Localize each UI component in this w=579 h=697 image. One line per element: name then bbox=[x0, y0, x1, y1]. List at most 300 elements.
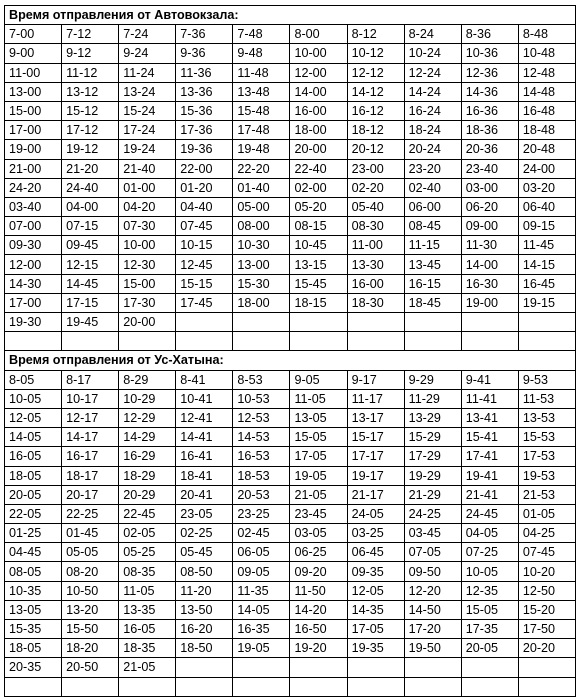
time-cell: 22-20 bbox=[233, 159, 290, 178]
time-cell bbox=[176, 332, 233, 351]
time-cell: 15-05 bbox=[461, 600, 518, 619]
time-cell: 19-20 bbox=[290, 639, 347, 658]
time-cell: 10-53 bbox=[233, 389, 290, 408]
time-cell: 11-24 bbox=[119, 63, 176, 82]
time-cell: 07-25 bbox=[461, 543, 518, 562]
time-cell: 18-20 bbox=[62, 639, 119, 658]
time-cell: 9-29 bbox=[404, 370, 461, 389]
time-cell: 10-15 bbox=[176, 236, 233, 255]
table-row bbox=[5, 504, 576, 523]
time-cell: 24-00 bbox=[518, 159, 575, 178]
time-cell: 03-25 bbox=[347, 524, 404, 543]
time-cell: 01-40 bbox=[233, 178, 290, 197]
time-cell: 19-05 bbox=[233, 639, 290, 658]
table-row bbox=[5, 44, 576, 63]
time-cell: 04-20 bbox=[119, 197, 176, 216]
time-cell: 17-05 bbox=[347, 620, 404, 639]
time-cell: 20-20 bbox=[518, 639, 575, 658]
time-cell: 14-50 bbox=[404, 600, 461, 619]
time-cell: 21-53 bbox=[518, 485, 575, 504]
time-cell: 15-30 bbox=[233, 274, 290, 293]
time-cell: 9-12 bbox=[62, 44, 119, 63]
table-row bbox=[5, 658, 576, 677]
time-cell: 15-24 bbox=[119, 101, 176, 120]
time-cell: 21-05 bbox=[119, 658, 176, 677]
time-cell: 10-41 bbox=[176, 389, 233, 408]
time-cell: 14-36 bbox=[461, 82, 518, 101]
time-cell bbox=[62, 332, 119, 351]
time-cell: 21-29 bbox=[404, 485, 461, 504]
time-cell: 11-35 bbox=[233, 581, 290, 600]
time-cell: 13-17 bbox=[347, 408, 404, 427]
time-cell: 20-24 bbox=[404, 140, 461, 159]
time-cell bbox=[176, 677, 233, 696]
time-cell: 14-48 bbox=[518, 82, 575, 101]
time-cell: 05-40 bbox=[347, 197, 404, 216]
table-row bbox=[5, 428, 576, 447]
time-cell: 20-29 bbox=[119, 485, 176, 504]
time-cell: 14-45 bbox=[62, 274, 119, 293]
time-cell: 8-05 bbox=[5, 370, 62, 389]
time-cell: 15-48 bbox=[233, 101, 290, 120]
time-cell: 07-15 bbox=[62, 217, 119, 236]
time-cell: 17-05 bbox=[290, 447, 347, 466]
time-cell: 16-36 bbox=[461, 101, 518, 120]
time-cell: 06-40 bbox=[518, 197, 575, 216]
time-cell: 18-35 bbox=[119, 639, 176, 658]
time-cell: 11-53 bbox=[518, 389, 575, 408]
time-cell: 22-40 bbox=[290, 159, 347, 178]
time-cell: 08-35 bbox=[119, 562, 176, 581]
table-row bbox=[5, 600, 576, 619]
time-cell: 23-25 bbox=[233, 504, 290, 523]
time-cell: 19-48 bbox=[233, 140, 290, 159]
time-cell: 11-05 bbox=[290, 389, 347, 408]
time-cell: 08-45 bbox=[404, 217, 461, 236]
time-cell: 18-00 bbox=[233, 293, 290, 312]
time-cell: 10-50 bbox=[62, 581, 119, 600]
time-cell: 8-00 bbox=[290, 25, 347, 44]
time-cell: 07-00 bbox=[5, 217, 62, 236]
time-cell: 06-05 bbox=[233, 543, 290, 562]
time-cell: 18-24 bbox=[404, 121, 461, 140]
time-cell: 10-36 bbox=[461, 44, 518, 63]
time-cell: 13-00 bbox=[233, 255, 290, 274]
time-cell: 01-20 bbox=[176, 178, 233, 197]
time-cell: 23-00 bbox=[347, 159, 404, 178]
time-cell: 24-05 bbox=[347, 504, 404, 523]
time-cell: 11-45 bbox=[518, 236, 575, 255]
time-cell: 09-15 bbox=[518, 217, 575, 236]
time-cell: 17-30 bbox=[119, 293, 176, 312]
time-cell: 11-50 bbox=[290, 581, 347, 600]
time-cell: 01-00 bbox=[119, 178, 176, 197]
time-cell: 05-20 bbox=[290, 197, 347, 216]
time-cell bbox=[518, 332, 575, 351]
time-cell: 09-20 bbox=[290, 562, 347, 581]
time-cell: 14-12 bbox=[347, 82, 404, 101]
time-cell: 17-41 bbox=[461, 447, 518, 466]
time-cell: 13-12 bbox=[62, 82, 119, 101]
time-cell: 24-20 bbox=[5, 178, 62, 197]
time-cell: 13-05 bbox=[290, 408, 347, 427]
time-cell: 14-24 bbox=[404, 82, 461, 101]
time-cell: 08-05 bbox=[5, 562, 62, 581]
table-row bbox=[5, 408, 576, 427]
time-cell: 15-45 bbox=[290, 274, 347, 293]
time-cell: 17-00 bbox=[5, 121, 62, 140]
section-header-row bbox=[5, 6, 576, 25]
time-cell: 01-45 bbox=[62, 524, 119, 543]
time-cell bbox=[461, 332, 518, 351]
time-cell bbox=[404, 677, 461, 696]
time-cell: 9-36 bbox=[176, 44, 233, 63]
table-row bbox=[5, 217, 576, 236]
time-cell: 10-48 bbox=[518, 44, 575, 63]
time-cell: 18-48 bbox=[518, 121, 575, 140]
table-row bbox=[5, 178, 576, 197]
time-cell: 22-00 bbox=[176, 159, 233, 178]
time-cell: 17-15 bbox=[62, 293, 119, 312]
time-cell: 9-00 bbox=[5, 44, 62, 63]
time-cell: 7-48 bbox=[233, 25, 290, 44]
time-cell: 24-45 bbox=[461, 504, 518, 523]
time-cell: 13-48 bbox=[233, 82, 290, 101]
time-cell: 12-20 bbox=[404, 581, 461, 600]
time-cell: 21-41 bbox=[461, 485, 518, 504]
time-cell: 21-05 bbox=[290, 485, 347, 504]
table-row bbox=[5, 543, 576, 562]
time-cell: 12-41 bbox=[176, 408, 233, 427]
time-cell: 05-00 bbox=[233, 197, 290, 216]
table-row bbox=[5, 236, 576, 255]
time-cell: 07-30 bbox=[119, 217, 176, 236]
time-cell bbox=[518, 313, 575, 332]
time-cell: 07-45 bbox=[176, 217, 233, 236]
time-cell: 19-30 bbox=[5, 313, 62, 332]
time-cell: 18-36 bbox=[461, 121, 518, 140]
time-cell bbox=[176, 313, 233, 332]
time-cell: 20-00 bbox=[119, 313, 176, 332]
time-cell: 02-40 bbox=[404, 178, 461, 197]
time-cell: 18-53 bbox=[233, 466, 290, 485]
time-cell: 20-41 bbox=[176, 485, 233, 504]
time-cell: 08-50 bbox=[176, 562, 233, 581]
time-cell: 10-00 bbox=[290, 44, 347, 63]
time-cell: 15-53 bbox=[518, 428, 575, 447]
time-cell: 14-20 bbox=[290, 600, 347, 619]
time-cell: 12-15 bbox=[62, 255, 119, 274]
time-cell: 18-00 bbox=[290, 121, 347, 140]
time-cell: 12-36 bbox=[461, 63, 518, 82]
time-cell: 20-35 bbox=[5, 658, 62, 677]
table-row bbox=[5, 466, 576, 485]
time-cell: 11-12 bbox=[62, 63, 119, 82]
time-cell: 15-00 bbox=[5, 101, 62, 120]
time-cell: 11-20 bbox=[176, 581, 233, 600]
time-cell bbox=[347, 658, 404, 677]
time-cell: 16-48 bbox=[518, 101, 575, 120]
time-cell: 07-05 bbox=[404, 543, 461, 562]
time-cell: 19-45 bbox=[62, 313, 119, 332]
time-cell: 10-00 bbox=[119, 236, 176, 255]
time-cell: 20-17 bbox=[62, 485, 119, 504]
time-cell: 13-05 bbox=[5, 600, 62, 619]
time-cell: 18-45 bbox=[404, 293, 461, 312]
table-row bbox=[5, 562, 576, 581]
time-cell: 17-12 bbox=[62, 121, 119, 140]
time-cell: 10-30 bbox=[233, 236, 290, 255]
time-cell: 23-45 bbox=[290, 504, 347, 523]
section-title-avtovokzal: Время отправления от Автовокзала: bbox=[5, 6, 576, 25]
time-cell: 14-05 bbox=[5, 428, 62, 447]
time-cell bbox=[347, 332, 404, 351]
time-cell: 10-05 bbox=[5, 389, 62, 408]
time-cell: 19-05 bbox=[290, 466, 347, 485]
time-cell: 15-17 bbox=[347, 428, 404, 447]
time-cell: 18-12 bbox=[347, 121, 404, 140]
time-cell bbox=[5, 332, 62, 351]
time-cell: 17-29 bbox=[404, 447, 461, 466]
time-cell: 04-00 bbox=[62, 197, 119, 216]
time-cell bbox=[290, 313, 347, 332]
time-cell: 11-00 bbox=[5, 63, 62, 82]
time-cell: 13-41 bbox=[461, 408, 518, 427]
time-cell: 23-20 bbox=[404, 159, 461, 178]
time-cell: 04-40 bbox=[176, 197, 233, 216]
time-cell: 16-50 bbox=[290, 620, 347, 639]
time-cell: 16-12 bbox=[347, 101, 404, 120]
time-cell: 18-29 bbox=[119, 466, 176, 485]
time-cell: 8-24 bbox=[404, 25, 461, 44]
time-cell: 15-35 bbox=[5, 620, 62, 639]
time-cell: 03-05 bbox=[290, 524, 347, 543]
time-cell: 02-20 bbox=[347, 178, 404, 197]
time-cell bbox=[62, 677, 119, 696]
time-cell bbox=[404, 313, 461, 332]
schedule-document bbox=[4, 5, 575, 697]
schedule-body bbox=[5, 6, 576, 697]
time-cell: 16-05 bbox=[5, 447, 62, 466]
time-cell: 06-20 bbox=[461, 197, 518, 216]
time-cell: 13-20 bbox=[62, 600, 119, 619]
table-row bbox=[5, 370, 576, 389]
time-cell: 20-12 bbox=[347, 140, 404, 159]
time-cell: 19-53 bbox=[518, 466, 575, 485]
time-cell: 12-05 bbox=[5, 408, 62, 427]
time-cell: 16-29 bbox=[119, 447, 176, 466]
time-cell: 05-45 bbox=[176, 543, 233, 562]
time-cell: 20-05 bbox=[5, 485, 62, 504]
time-cell: 14-15 bbox=[518, 255, 575, 274]
time-cell bbox=[347, 313, 404, 332]
time-cell: 23-40 bbox=[461, 159, 518, 178]
time-cell: 14-00 bbox=[290, 82, 347, 101]
time-cell: 04-25 bbox=[518, 524, 575, 543]
time-cell: 15-20 bbox=[518, 600, 575, 619]
time-cell: 16-30 bbox=[461, 274, 518, 293]
time-cell: 13-53 bbox=[518, 408, 575, 427]
time-cell: 17-50 bbox=[518, 620, 575, 639]
time-cell: 14-29 bbox=[119, 428, 176, 447]
time-cell: 07-45 bbox=[518, 543, 575, 562]
time-cell: 11-30 bbox=[461, 236, 518, 255]
time-cell: 05-25 bbox=[119, 543, 176, 562]
table-row bbox=[5, 447, 576, 466]
time-cell bbox=[290, 332, 347, 351]
time-cell: 12-24 bbox=[404, 63, 461, 82]
time-cell bbox=[404, 332, 461, 351]
time-cell: 17-48 bbox=[233, 121, 290, 140]
time-cell: 02-05 bbox=[119, 524, 176, 543]
time-cell: 09-45 bbox=[62, 236, 119, 255]
time-cell: 8-12 bbox=[347, 25, 404, 44]
time-cell: 8-41 bbox=[176, 370, 233, 389]
time-cell: 21-00 bbox=[5, 159, 62, 178]
time-cell bbox=[233, 677, 290, 696]
time-cell: 13-24 bbox=[119, 82, 176, 101]
table-row bbox=[5, 274, 576, 293]
time-cell: 08-15 bbox=[290, 217, 347, 236]
time-cell bbox=[461, 313, 518, 332]
time-cell: 04-05 bbox=[461, 524, 518, 543]
time-cell: 8-29 bbox=[119, 370, 176, 389]
time-cell: 7-36 bbox=[176, 25, 233, 44]
time-cell: 17-24 bbox=[119, 121, 176, 140]
time-cell bbox=[461, 658, 518, 677]
time-cell: 20-48 bbox=[518, 140, 575, 159]
time-cell: 19-35 bbox=[347, 639, 404, 658]
time-cell bbox=[119, 677, 176, 696]
time-cell: 17-53 bbox=[518, 447, 575, 466]
time-cell: 8-17 bbox=[62, 370, 119, 389]
time-cell: 23-05 bbox=[176, 504, 233, 523]
time-cell: 03-00 bbox=[461, 178, 518, 197]
time-cell: 12-48 bbox=[518, 63, 575, 82]
time-cell: 16-53 bbox=[233, 447, 290, 466]
time-cell: 08-30 bbox=[347, 217, 404, 236]
time-cell: 11-15 bbox=[404, 236, 461, 255]
time-cell: 8-53 bbox=[233, 370, 290, 389]
table-row bbox=[5, 581, 576, 600]
time-cell: 19-36 bbox=[176, 140, 233, 159]
time-cell: 12-53 bbox=[233, 408, 290, 427]
time-cell: 02-00 bbox=[290, 178, 347, 197]
time-cell bbox=[233, 313, 290, 332]
time-cell bbox=[290, 658, 347, 677]
time-cell: 9-24 bbox=[119, 44, 176, 63]
time-cell: 18-41 bbox=[176, 466, 233, 485]
table-row bbox=[5, 332, 576, 351]
time-cell: 15-41 bbox=[461, 428, 518, 447]
time-cell: 11-05 bbox=[119, 581, 176, 600]
time-cell: 16-24 bbox=[404, 101, 461, 120]
table-row bbox=[5, 524, 576, 543]
time-cell: 06-45 bbox=[347, 543, 404, 562]
time-cell: 10-20 bbox=[518, 562, 575, 581]
time-cell: 09-00 bbox=[461, 217, 518, 236]
table-row bbox=[5, 159, 576, 178]
time-cell: 16-41 bbox=[176, 447, 233, 466]
schedule-table bbox=[4, 5, 576, 697]
time-cell: 19-24 bbox=[119, 140, 176, 159]
time-cell: 12-05 bbox=[347, 581, 404, 600]
time-cell: 15-00 bbox=[119, 274, 176, 293]
time-cell: 12-45 bbox=[176, 255, 233, 274]
time-cell: 19-15 bbox=[518, 293, 575, 312]
time-cell: 10-12 bbox=[347, 44, 404, 63]
time-cell: 13-36 bbox=[176, 82, 233, 101]
time-cell: 15-29 bbox=[404, 428, 461, 447]
time-cell: 03-20 bbox=[518, 178, 575, 197]
time-cell: 01-25 bbox=[5, 524, 62, 543]
time-cell: 11-17 bbox=[347, 389, 404, 408]
time-cell: 15-12 bbox=[62, 101, 119, 120]
time-cell: 12-00 bbox=[5, 255, 62, 274]
time-cell: 11-36 bbox=[176, 63, 233, 82]
time-cell: 09-05 bbox=[233, 562, 290, 581]
time-cell: 10-45 bbox=[290, 236, 347, 255]
time-cell: 04-45 bbox=[5, 543, 62, 562]
time-cell: 20-05 bbox=[461, 639, 518, 658]
time-cell: 19-12 bbox=[62, 140, 119, 159]
time-cell: 12-50 bbox=[518, 581, 575, 600]
table-row bbox=[5, 620, 576, 639]
time-cell: 18-05 bbox=[5, 466, 62, 485]
time-cell: 14-05 bbox=[233, 600, 290, 619]
time-cell: 19-00 bbox=[461, 293, 518, 312]
time-cell: 13-00 bbox=[5, 82, 62, 101]
time-cell: 9-53 bbox=[518, 370, 575, 389]
time-cell: 16-00 bbox=[347, 274, 404, 293]
time-cell: 24-40 bbox=[62, 178, 119, 197]
time-cell: 10-35 bbox=[5, 581, 62, 600]
time-cell: 16-05 bbox=[119, 620, 176, 639]
time-cell: 12-30 bbox=[119, 255, 176, 274]
time-cell bbox=[518, 658, 575, 677]
time-cell: 15-50 bbox=[62, 620, 119, 639]
table-row bbox=[5, 101, 576, 120]
time-cell: 09-35 bbox=[347, 562, 404, 581]
table-row bbox=[5, 485, 576, 504]
time-cell: 17-17 bbox=[347, 447, 404, 466]
time-cell bbox=[518, 677, 575, 696]
time-cell: 7-12 bbox=[62, 25, 119, 44]
time-cell: 06-00 bbox=[404, 197, 461, 216]
time-cell: 14-00 bbox=[461, 255, 518, 274]
table-row bbox=[5, 197, 576, 216]
time-cell: 12-00 bbox=[290, 63, 347, 82]
time-cell: 18-15 bbox=[290, 293, 347, 312]
time-cell bbox=[119, 332, 176, 351]
time-cell: 7-00 bbox=[5, 25, 62, 44]
time-cell: 20-50 bbox=[62, 658, 119, 677]
time-cell: 17-00 bbox=[5, 293, 62, 312]
time-cell: 18-17 bbox=[62, 466, 119, 485]
time-cell: 22-45 bbox=[119, 504, 176, 523]
time-cell: 10-05 bbox=[461, 562, 518, 581]
table-row bbox=[5, 293, 576, 312]
time-cell: 21-40 bbox=[119, 159, 176, 178]
time-cell: 9-41 bbox=[461, 370, 518, 389]
time-cell: 03-45 bbox=[404, 524, 461, 543]
time-cell: 17-36 bbox=[176, 121, 233, 140]
time-cell: 02-25 bbox=[176, 524, 233, 543]
time-cell: 20-36 bbox=[461, 140, 518, 159]
table-row bbox=[5, 63, 576, 82]
time-cell: 14-53 bbox=[233, 428, 290, 447]
table-row bbox=[5, 255, 576, 274]
